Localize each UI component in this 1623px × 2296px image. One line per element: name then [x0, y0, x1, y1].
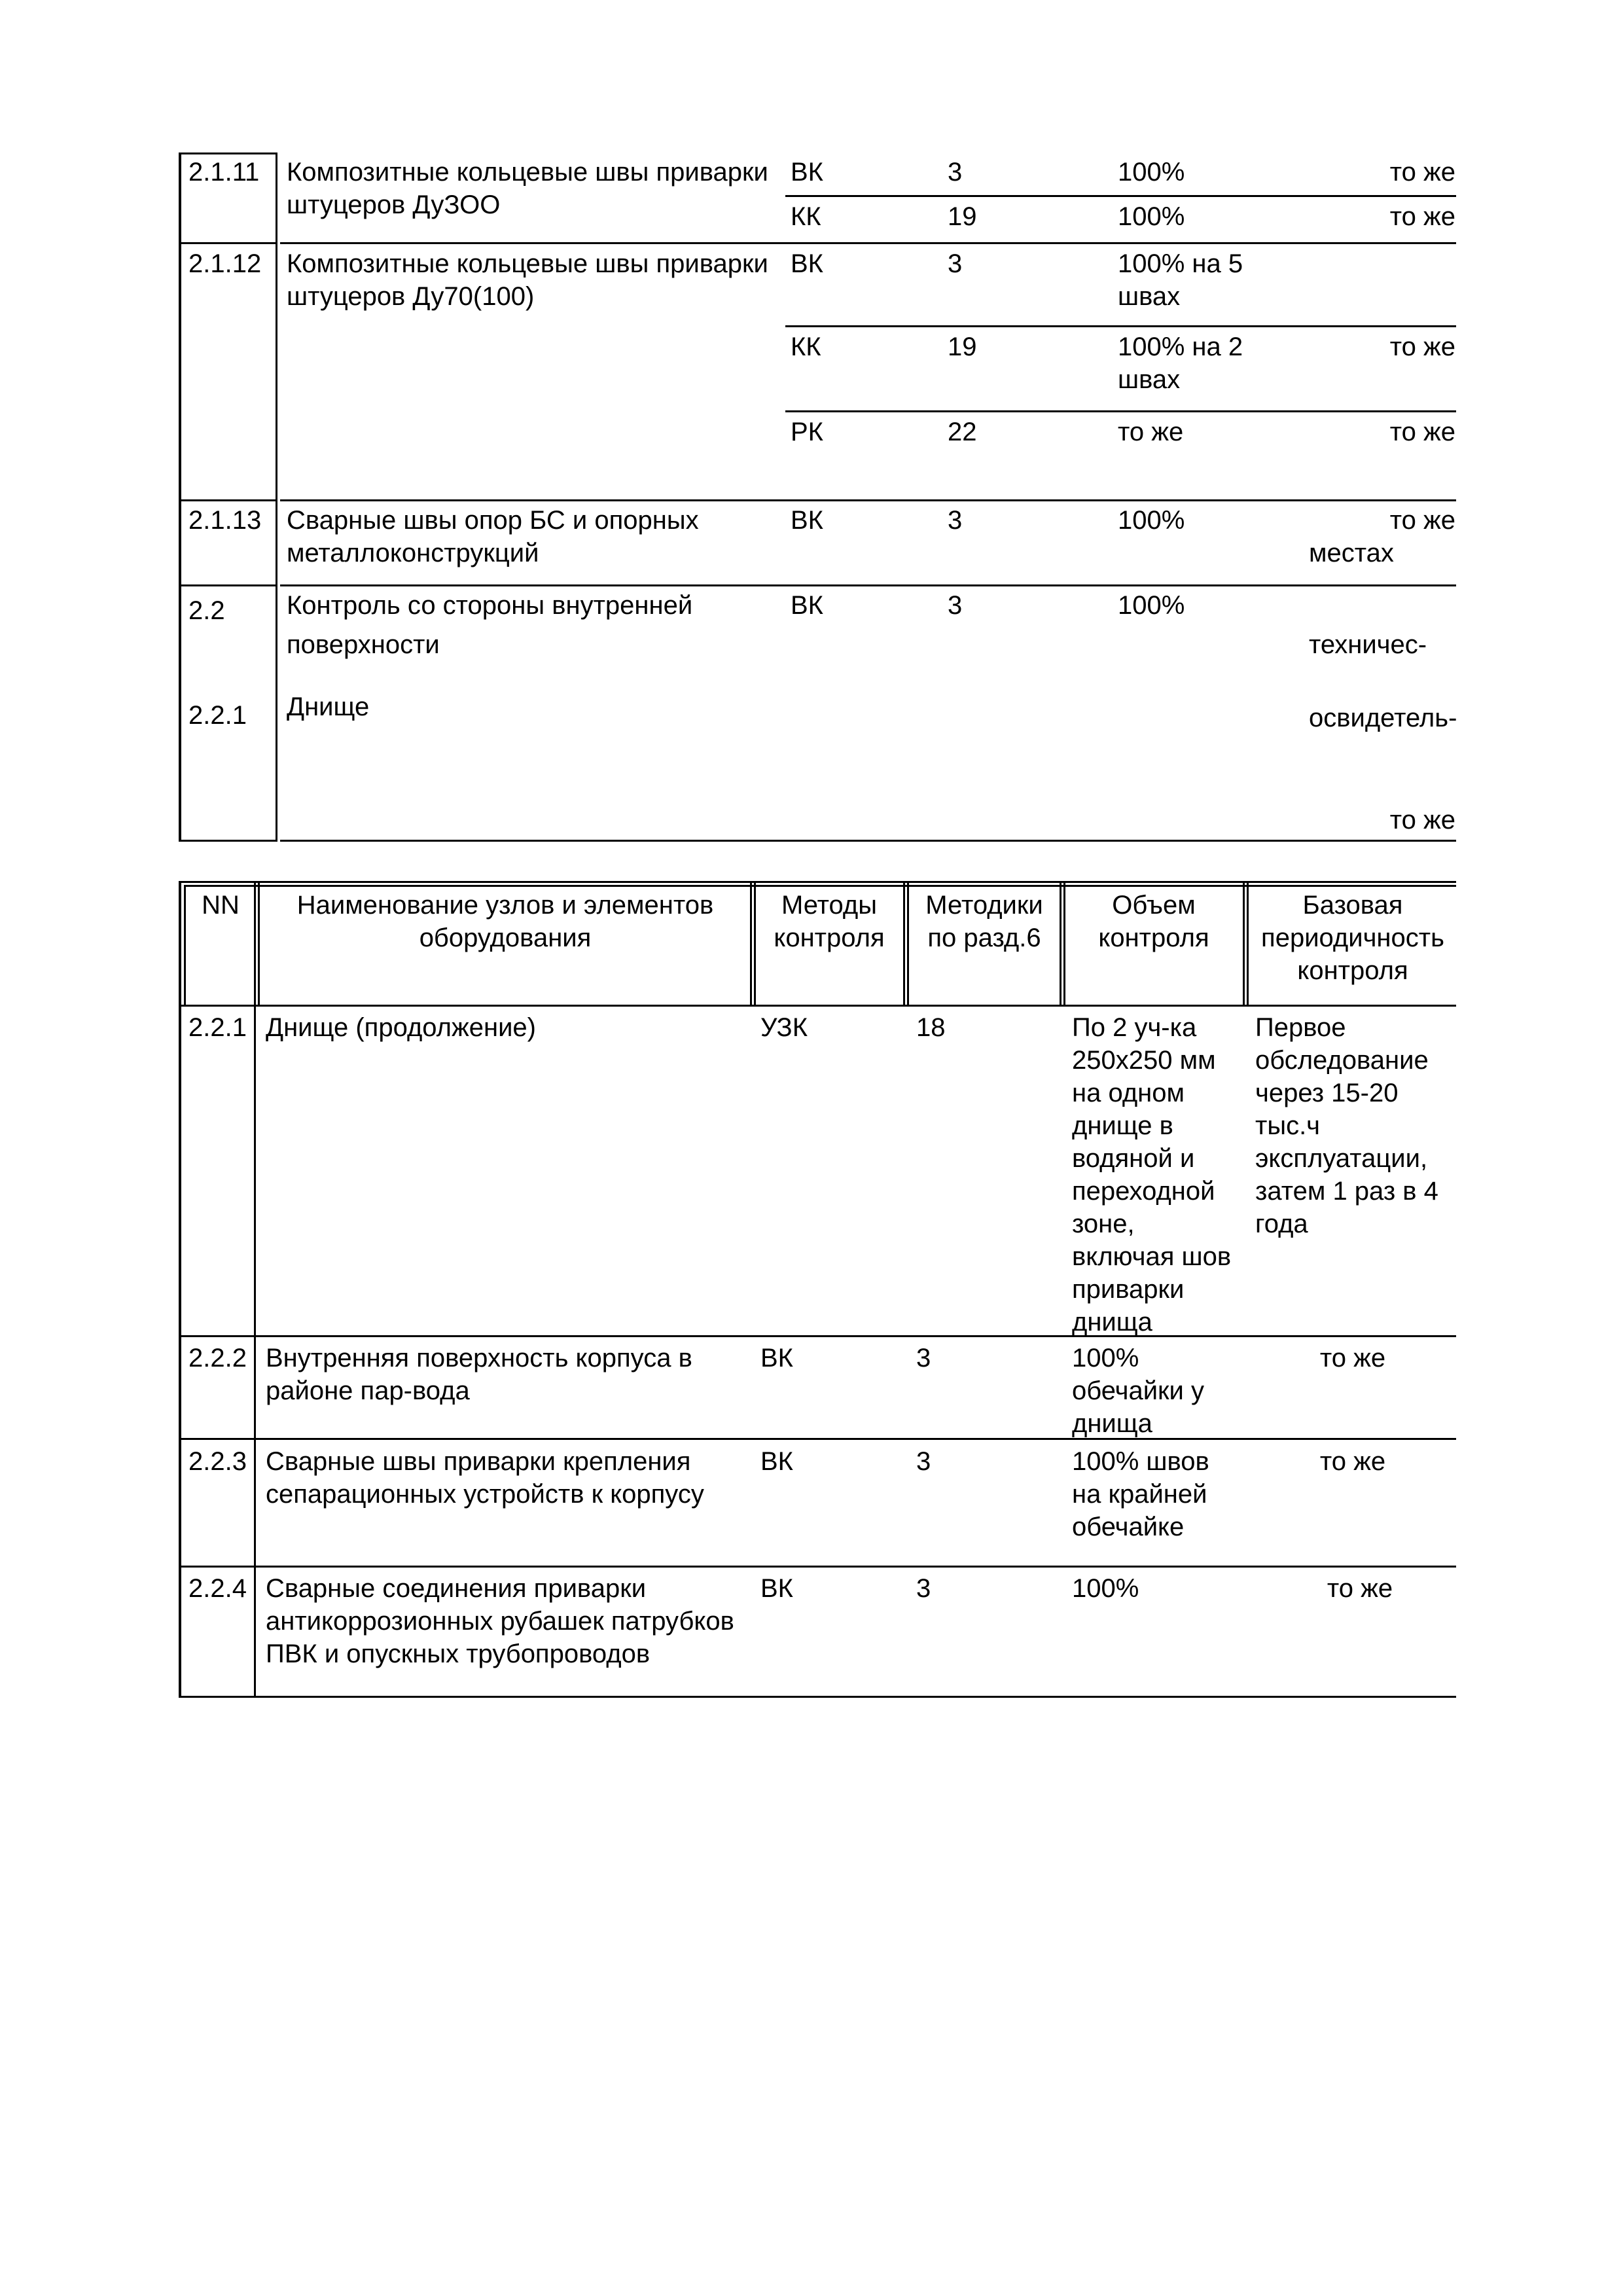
method: КК	[791, 332, 821, 361]
row-number: 2.1.11	[188, 158, 260, 187]
header-period: Базовая периодичность контроля	[1261, 891, 1444, 985]
row-number: 2.2.1	[188, 701, 247, 730]
row-number: 2.1.12	[188, 249, 262, 278]
table1-line	[785, 195, 1456, 197]
technique: 3	[916, 1574, 931, 1603]
table2-line	[1060, 881, 1061, 1007]
period: то же	[1389, 158, 1455, 187]
element-name: поверхности	[287, 630, 440, 659]
table2-line	[179, 1438, 1456, 1440]
technique: 3	[948, 506, 963, 535]
element-name: Днище	[287, 692, 370, 721]
volume: 100%	[1118, 158, 1185, 187]
volume: 100% на 5 швах	[1118, 249, 1243, 311]
table1-line	[785, 410, 1456, 412]
element-name: Сварные соединения приварки антикоррозионных рубашек патрубков ПВК и опускных трубопроводов	[266, 1574, 734, 1668]
row-number: 2.2.3	[188, 1447, 247, 1476]
element-name: Сварные швы опор БС и опорных металлоконструкций	[287, 506, 699, 567]
element-name: Контроль со стороны внутренней	[287, 591, 693, 620]
row-number: 2.1.13	[188, 506, 262, 535]
period: техничес-	[1309, 630, 1427, 659]
table2-line	[750, 881, 752, 1007]
technique: 22	[948, 418, 977, 446]
table2-line	[179, 1335, 1456, 1337]
volume: 100%	[1118, 591, 1185, 620]
row-number: 2.2	[188, 596, 225, 625]
row-number: 2.2.4	[188, 1574, 247, 1603]
period-continued: местах	[1309, 539, 1394, 567]
method: РК	[791, 418, 823, 446]
volume: 100% швов на крайней обечайке	[1072, 1447, 1209, 1541]
table2-line	[1247, 881, 1249, 1007]
table1-line	[179, 242, 277, 244]
volume: 100%	[1118, 506, 1185, 535]
table2-line	[1063, 881, 1065, 1007]
technique: 3	[948, 591, 963, 620]
method: ВК	[791, 506, 823, 535]
method: ВК	[760, 1447, 793, 1476]
table2-border-left	[179, 881, 181, 1698]
period: то же	[1389, 202, 1455, 231]
element-name: Композитные кольцевые швы приварки штуцеров ДуЗОО	[287, 158, 768, 219]
volume: По 2 уч-ка 250х250 мм на одном днище в водяной и переходной зоне, включая шов приварки днища	[1072, 1013, 1232, 1336]
table2-border-nn	[254, 881, 256, 1698]
method: ВК	[760, 1574, 793, 1603]
volume: 100% на 2 швах	[1118, 332, 1243, 394]
header-volume: Объем контроля	[1098, 891, 1209, 952]
method: ВК	[760, 1344, 793, 1372]
method: ВК	[791, 591, 823, 620]
table1-line	[280, 242, 1456, 244]
technique: 19	[948, 202, 977, 231]
table2-line	[907, 881, 909, 1007]
period: то же	[1319, 1344, 1386, 1372]
header-name: Наименование узлов и элементов оборудования	[296, 891, 714, 952]
period: Первое обследование через 15-20 тыс.ч эксплуатации, затем 1 раз в 4 года	[1255, 1013, 1438, 1238]
technique: 3	[948, 249, 963, 278]
technique: 3	[916, 1447, 931, 1476]
inspection-table	[0, 851, 1623, 1702]
volume: 100%	[1118, 202, 1185, 231]
inspection-table-continued	[0, 0, 1623, 851]
table2-line	[179, 1696, 1456, 1698]
element-name: Днище (продолжение)	[266, 1013, 536, 1042]
row-number: 2.2.2	[188, 1344, 247, 1372]
element-name: Сварные швы приварки крепления сепарационных устройств к корпусу	[266, 1447, 704, 1509]
period: то же	[1389, 806, 1455, 834]
period: то же	[1327, 1574, 1393, 1603]
volume: 100%	[1072, 1574, 1139, 1603]
table2-line	[184, 885, 1456, 887]
table1-line	[179, 152, 277, 154]
technique: 19	[948, 332, 977, 361]
period: то же	[1389, 418, 1455, 446]
element-name: Внутренняя поверхность корпуса в районе пар-вода	[266, 1344, 692, 1405]
table2-line	[179, 1005, 1456, 1007]
table1-border-nn	[276, 152, 277, 842]
table1-line	[280, 499, 1456, 501]
volume: 100% обечайки у днища	[1072, 1344, 1205, 1438]
table1-line	[179, 499, 277, 501]
table1-line	[280, 840, 1456, 842]
period: то же	[1389, 506, 1455, 535]
method: ВК	[791, 158, 823, 187]
header-techniques: Методики по разд.6	[925, 891, 1043, 952]
table1-line	[785, 325, 1456, 327]
table1-border-left	[179, 152, 181, 842]
technique: 18	[916, 1013, 946, 1042]
header-nn: NN	[202, 891, 240, 920]
period: то же	[1319, 1447, 1386, 1476]
header-methods: Методы контроля	[774, 891, 885, 952]
table2-line	[179, 1566, 1456, 1568]
method: ВК	[791, 249, 823, 278]
table2-line	[179, 881, 1456, 883]
table1-line	[280, 584, 1456, 586]
table2-line	[754, 881, 756, 1007]
method: КК	[791, 202, 821, 231]
period: то же	[1389, 332, 1455, 361]
row-number: 2.2.1	[188, 1013, 247, 1042]
table1-line	[179, 840, 277, 842]
table1-line	[179, 584, 277, 586]
table2-border-nn-inner	[258, 881, 260, 1007]
table2-line	[1243, 881, 1245, 1007]
table2-line	[903, 881, 905, 1007]
period: освидетель-	[1309, 704, 1457, 732]
method: УЗК	[760, 1013, 808, 1042]
technique: 3	[916, 1344, 931, 1372]
element-name: Композитные кольцевые швы приварки штуцеров Ду70(100)	[287, 249, 768, 311]
technique: 3	[948, 158, 963, 187]
volume: то же	[1118, 418, 1184, 446]
